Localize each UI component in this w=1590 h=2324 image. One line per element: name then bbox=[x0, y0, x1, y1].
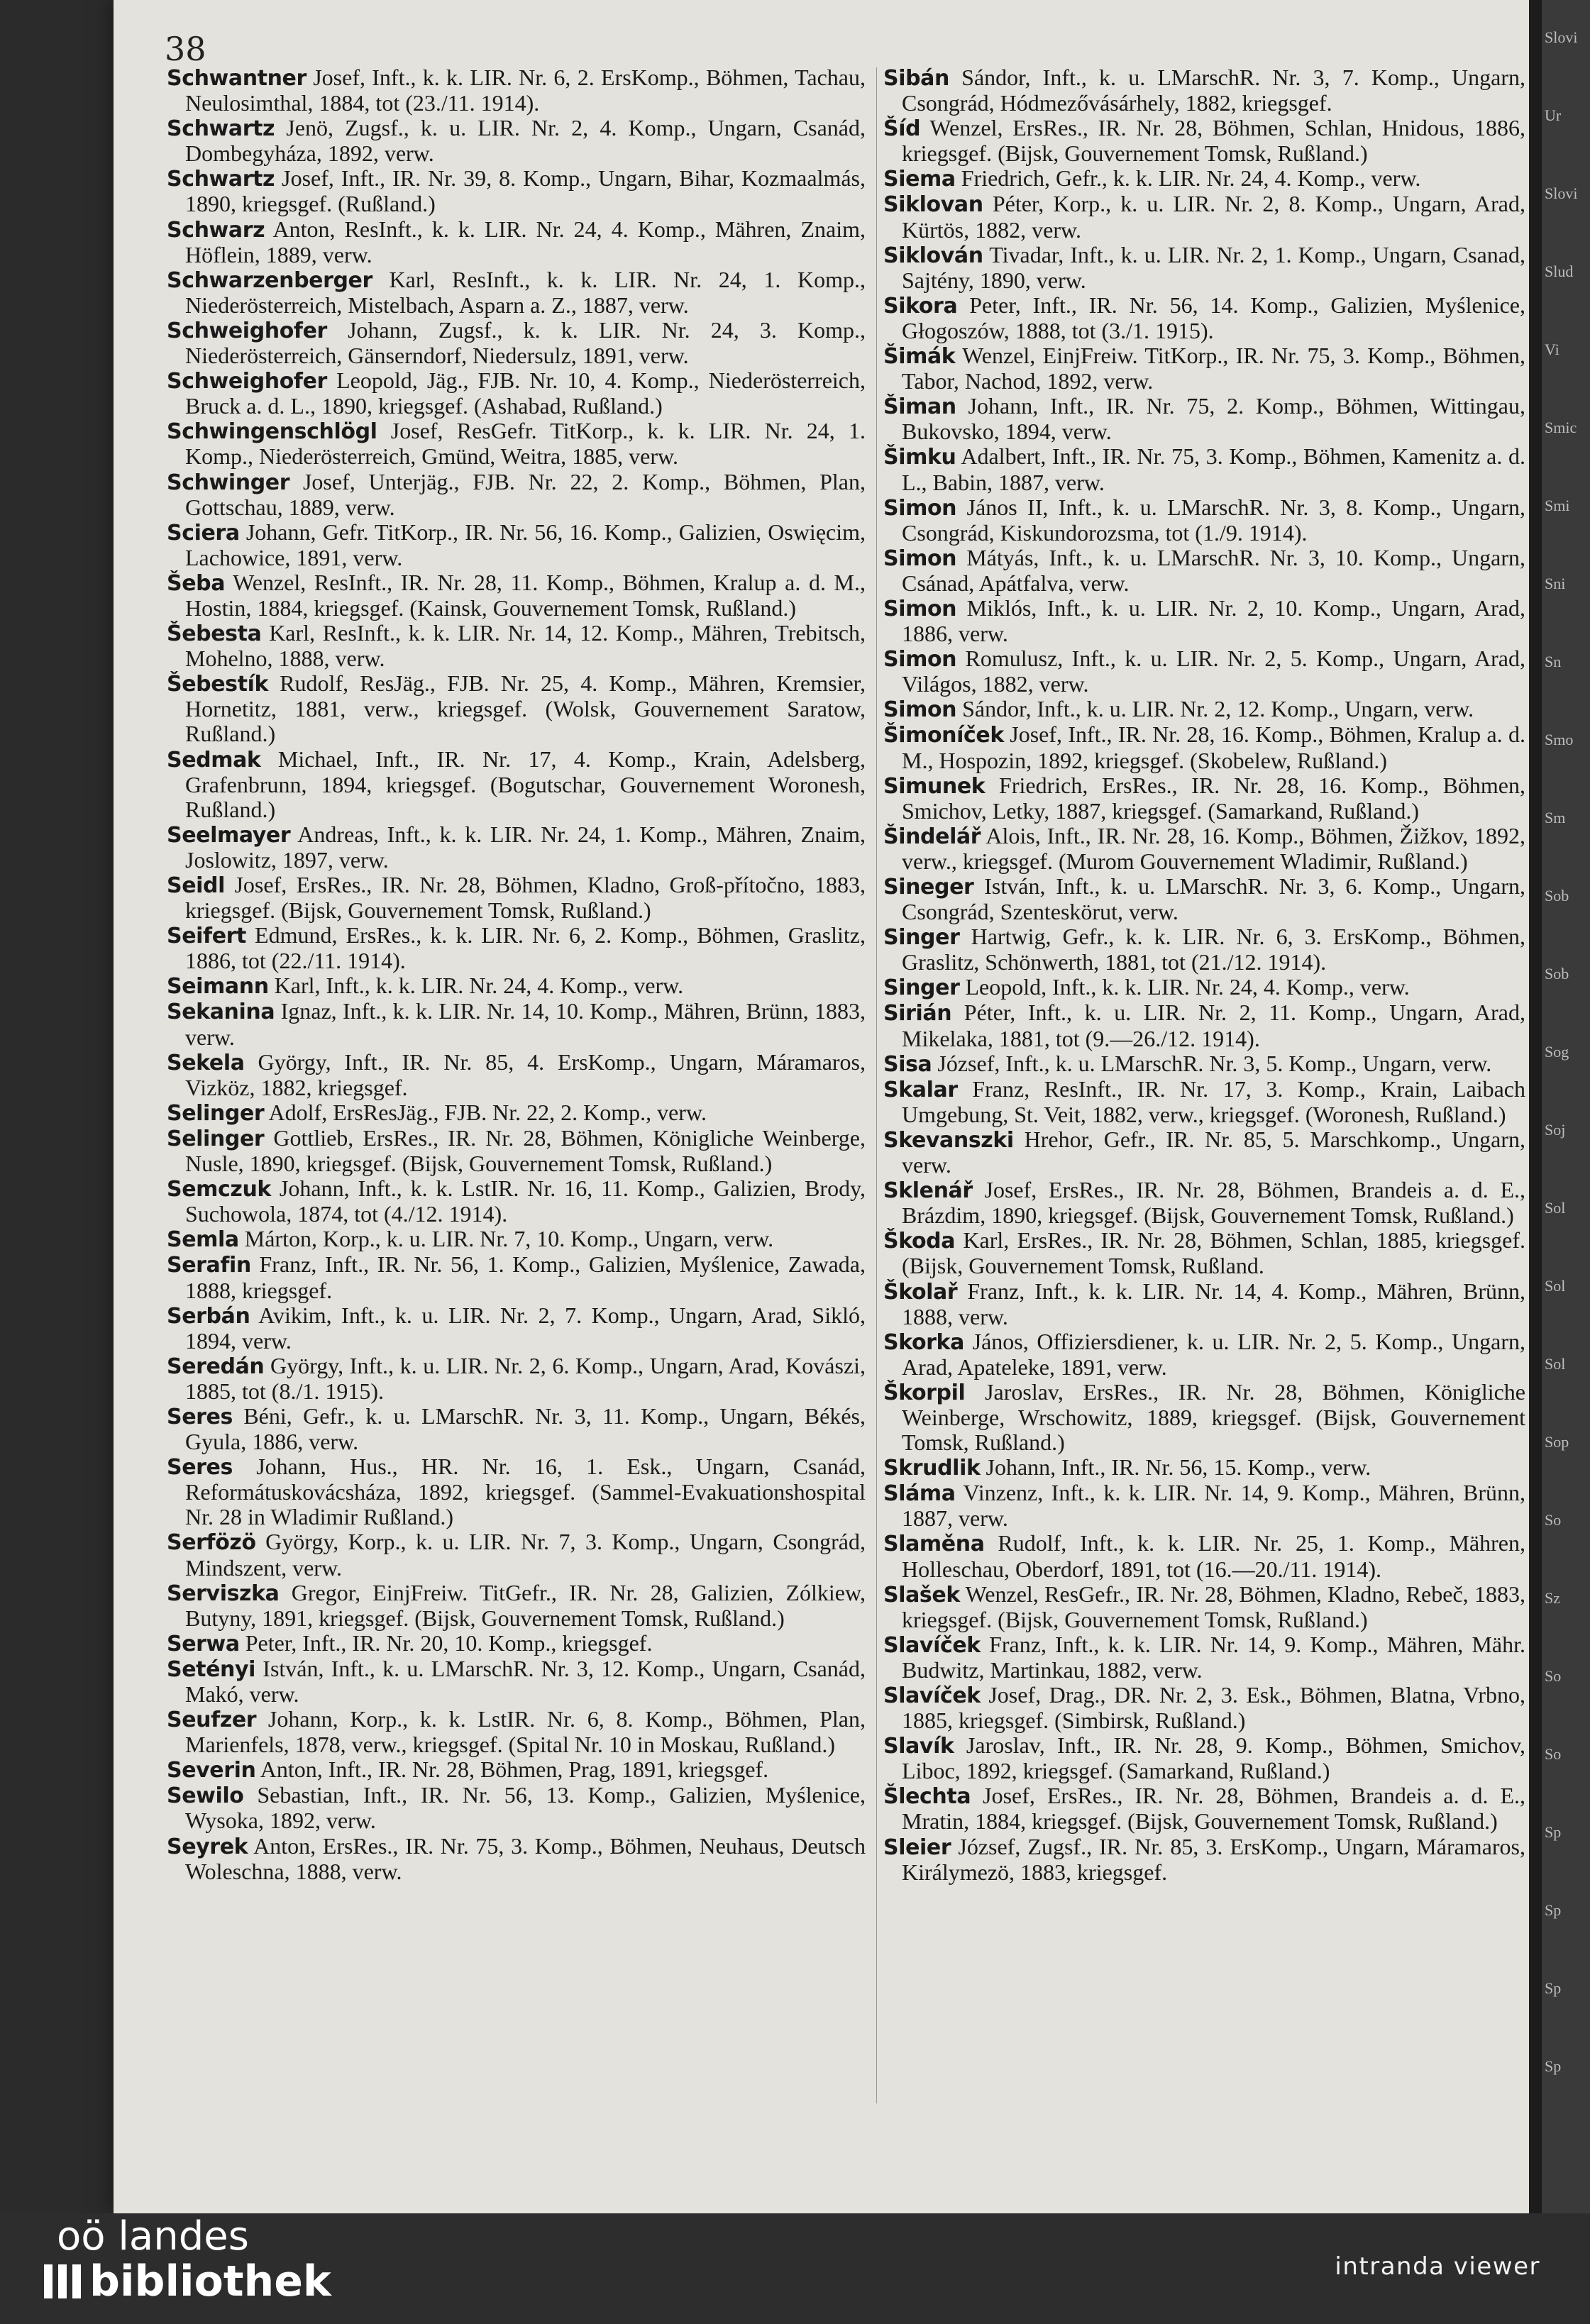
entry-surname: Simon bbox=[883, 697, 957, 723]
next-page-fragment: Ur bbox=[1545, 106, 1562, 124]
register-entry bbox=[167, 520, 866, 570]
entry-surname: Siklovan bbox=[883, 192, 983, 218]
entry-details: István, Inft., k. u. LMarschR. Nr. 3, 6. Komp., Ungarn, Csongrád, Szenteskörut, verw. bbox=[902, 873, 1526, 925]
entry-details: Wenzel, ResInft., IR. Nr. 28, 11. Komp., Böhmen, Kralup a. d. M., Hostin, 1884, kriegsgef. (Kainsk, Gouvernement Tomsk, Rußland.) bbox=[185, 569, 866, 621]
entry-details: Josef, ResGefr. TitKorp., k. k. LIR. Nr. 24, 1. Komp., Niederösterreich, Gmünd, Weitra, 1885, verw. bbox=[185, 418, 866, 470]
entry-surname: Skrudlik bbox=[883, 1456, 981, 1481]
entry-surname: Sláma bbox=[883, 1481, 956, 1507]
register-entry bbox=[167, 1303, 866, 1354]
entry-details: Karl, ErsRes., IR. Nr. 28, Böhmen, Schlan, 1885, kriegsgef. (Bijsk, Gouvernement Tomsk, Rußland. bbox=[902, 1227, 1526, 1279]
page-gutter bbox=[1529, 0, 1542, 2213]
next-page-fragment: Sol bbox=[1545, 1199, 1566, 1217]
entry-details: Michael, Inft., IR. Nr. 17, 4. Komp., Krain, Adelsberg, Grafenbrunn, 1894, kriegsgef. (Bogutschar, Gouvernement Woronesh, Rußland.) bbox=[185, 746, 866, 822]
register-entry bbox=[167, 166, 866, 216]
entry-details: Franz, Inft., IR. Nr. 56, 1. Komp., Galizien, Myślenice, Zawada, 1888, kriegsgef. bbox=[185, 1251, 866, 1303]
next-page-fragment: Sni bbox=[1545, 575, 1566, 592]
entry-details: Franz, Inft., k. k. LIR. Nr. 14, 4. Komp., Mähren, Brünn, 1888, verw. bbox=[902, 1278, 1526, 1329]
entry-surname: Seyrek bbox=[167, 1834, 248, 1859]
entry-details: Rudolf, Inft., k. k. LIR. Nr. 25, 1. Komp., Mähren, Holleschau, Oberdorf, 1891, tot (16.—20./11. 1914). bbox=[902, 1530, 1526, 1582]
register-entry bbox=[883, 1127, 1525, 1178]
entry-surname: Sedmak bbox=[167, 747, 261, 773]
register-entry bbox=[167, 65, 866, 116]
entry-surname: Selinger bbox=[167, 1126, 265, 1151]
register-entry bbox=[883, 1380, 1525, 1455]
right-column bbox=[883, 65, 1525, 1885]
register-entry bbox=[883, 1783, 1525, 1834]
register-entry bbox=[883, 293, 1525, 343]
entry-details: Edmund, ErsRes., k. k. LIR. Nr. 6, 2. Komp., Böhmen, Graslitz, 1886, tot (22./11. 1914). bbox=[185, 922, 866, 974]
entry-details: János II, Inft., k. u. LMarschR. Nr. 3, 8. Komp., Ungarn, Csongrád, Kiskundorozsma, tot (1./9. 1914). bbox=[902, 494, 1526, 546]
entry-details: Ignaz, Inft., k. k. LIR. Nr. 14, 10. Komp., Mähren, Brünn, 1883, verw. bbox=[185, 998, 866, 1050]
entry-details: Rudolf, ResJäg., FJB. Nr. 25, 4. Komp., Mähren, Kremsier, Hornetitz, 1881, verw., kriegsgef. (Wolsk, Gouvernement Saratow, Rußland.) bbox=[185, 670, 866, 747]
column-divider bbox=[876, 67, 877, 2103]
entry-surname: Setényi bbox=[167, 1656, 256, 1682]
register-entry bbox=[167, 923, 866, 973]
next-page-fragment: Smi bbox=[1545, 497, 1570, 514]
register-entry bbox=[167, 1631, 866, 1656]
register-entry bbox=[883, 975, 1525, 1000]
entry-surname: Slavíček bbox=[883, 1683, 981, 1708]
register-entry bbox=[883, 343, 1525, 394]
next-page-fragment: Sob bbox=[1545, 887, 1569, 904]
register-entry bbox=[883, 1455, 1525, 1481]
entry-surname: Schwarzenberger bbox=[167, 267, 372, 293]
entry-details: Johann, Inft., IR. Nr. 56, 15. Komp., verw. bbox=[986, 1454, 1371, 1481]
next-page-fragment: Sp bbox=[1545, 1979, 1562, 1997]
register-entry bbox=[167, 1176, 866, 1227]
entry-surname: Šimoníček bbox=[883, 723, 1004, 748]
register-entry bbox=[883, 1329, 1525, 1380]
entry-surname: Sekela bbox=[167, 1050, 245, 1075]
entry-details: Mátyás, Inft., k. u. LMarschR. Nr. 3, 10. Komp., Ungarn, Csánad, Apátfalva, verw. bbox=[902, 544, 1526, 596]
entry-surname: Šiman bbox=[883, 394, 956, 420]
register-entry bbox=[883, 646, 1525, 697]
register-entry bbox=[883, 722, 1525, 773]
entry-surname: Siema bbox=[883, 167, 956, 192]
entry-details: Péter, Korp., k. u. LIR. Nr. 2, 8. Komp., Ungarn, Arad, Kürtös, 1882, verw. bbox=[902, 191, 1526, 243]
entry-details: Adolf, ErsResJäg., FJB. Nr. 22, 2. Komp., verw. bbox=[268, 1099, 707, 1125]
register-entry bbox=[883, 192, 1525, 242]
entry-details: Wenzel, EinjFreiw. TitKorp., IR. Nr. 75, 3. Komp., Böhmen, Tabor, Nachod, 1892, verw. bbox=[902, 343, 1526, 394]
entry-surname: Seres bbox=[167, 1404, 233, 1429]
logo-line-2 bbox=[44, 2259, 331, 2304]
entry-details: Adalbert, Inft., IR. Nr. 75, 3. Komp., Böhmen, Kamenitz a. d. L., Babin, 1887, verw. bbox=[902, 443, 1526, 495]
entry-details: Josef, ErsRes., IR. Nr. 28, Böhmen, Brandeis a. d. E., Mratin, 1884, kriegsgef. (Bijsk, Gouvernement Tomsk, Rußland.) bbox=[902, 1783, 1526, 1835]
entry-details: Johann, Zugsf., k. k. LIR. Nr. 24, 3. Komp., Niederösterreich, Gänserndorf, Niedersulz, 1891, verw. bbox=[185, 316, 866, 369]
register-entry bbox=[167, 873, 866, 923]
register-entry bbox=[167, 1354, 866, 1404]
next-page-fragment: Sog bbox=[1545, 1043, 1569, 1061]
entry-details: Hrehor, Gefr., IR. Nr. 85, 5. Marschkomp., Ungarn, verw. bbox=[902, 1126, 1526, 1178]
entry-surname: Šíd bbox=[883, 116, 921, 142]
register-entry bbox=[167, 318, 866, 368]
register-entry bbox=[883, 65, 1525, 116]
entry-details: István, Inft., k. u. LMarschR. Nr. 3, 12. Komp., Ungarn, Csanád, Makó, verw. bbox=[185, 1655, 866, 1707]
entry-surname: Skevanszki bbox=[883, 1127, 1014, 1153]
entry-details: Josef, Inft., k. k. LIR. Nr. 6, 2. ErsKomp., Böhmen, Tachau, Neulosimthal, 1884, tot (23./11. 1914). bbox=[185, 65, 866, 116]
entry-surname: Siklován bbox=[883, 243, 983, 268]
register-entry bbox=[883, 773, 1525, 824]
entry-surname: Sirián bbox=[883, 1001, 952, 1027]
next-page-fragment: So bbox=[1545, 1745, 1562, 1763]
logo-bars-icon bbox=[44, 2264, 85, 2298]
entry-details: Gregor, EinjFreiw. TitGefr., IR. Nr. 28, Galizien, Zólkiew, Butyny, 1891, kriegsgef. (Bijsk, Gouvernement Tomsk, Rußland.) bbox=[185, 1579, 866, 1631]
entry-surname: Seelmayer bbox=[167, 822, 291, 848]
register-entry bbox=[167, 1050, 866, 1100]
register-entry bbox=[883, 1481, 1525, 1531]
entry-surname: Škorpil bbox=[883, 1380, 966, 1405]
next-page-fragment: Sol bbox=[1545, 1355, 1566, 1373]
register-entry bbox=[167, 368, 866, 419]
entry-surname: Simon bbox=[883, 647, 957, 673]
entry-surname: Serwa bbox=[167, 1631, 240, 1656]
entry-details: Franz, ResInft., IR. Nr. 17, 3. Komp., Krain, Laibach Umgebung, St. Veit, 1882, verw., kriegsgef. (Woronesh, Rußland.) bbox=[902, 1075, 1526, 1127]
entry-details: Anton, ResInft., k. k. LIR. Nr. 24, 4. Komp., Mähren, Znaim, Höflein, 1889, verw. bbox=[185, 216, 866, 267]
entry-details: János, Offiziersdiener, k. u. LIR. Nr. 2, 5. Komp., Ungarn, Arad, Apateleke, 1891, verw. bbox=[902, 1328, 1526, 1380]
entry-surname: Skorka bbox=[883, 1329, 964, 1355]
register-entry bbox=[883, 1632, 1525, 1683]
next-page-fragment: Sol bbox=[1545, 1277, 1566, 1295]
register-entry bbox=[883, 1835, 1525, 1885]
register-entry bbox=[167, 1252, 866, 1302]
entry-surname: Seidl bbox=[167, 873, 225, 898]
entry-surname: Singer bbox=[883, 975, 960, 1001]
register-entry bbox=[883, 596, 1525, 646]
entry-surname: Slavík bbox=[883, 1734, 954, 1759]
entry-surname: Simon bbox=[883, 495, 957, 521]
register-entry bbox=[167, 116, 866, 166]
next-page-fragment: Sp bbox=[1545, 1901, 1562, 1919]
entry-details: Leopold, Inft., k. k. LIR. Nr. 24, 4. Komp., verw. bbox=[965, 974, 1410, 1000]
entry-surname: Semla bbox=[167, 1227, 239, 1253]
register-entry bbox=[883, 697, 1525, 722]
entry-surname: Sklenář bbox=[883, 1178, 973, 1204]
entry-details: Sándor, Inft., k. u. LIR. Nr. 2, 12. Komp., Ungarn, verw. bbox=[962, 696, 1474, 722]
next-page-fragment: Sn bbox=[1545, 653, 1562, 670]
entry-details: Anton, ErsRes., IR. Nr. 75, 3. Komp., Böhmen, Neuhaus, Deutsch Woleschna, 1888, verw. bbox=[185, 1832, 866, 1884]
entry-surname: Sewilo bbox=[167, 1783, 244, 1809]
register-entry bbox=[167, 1757, 866, 1783]
entry-surname: Šebestík bbox=[167, 672, 269, 697]
next-page-fragment: Sop bbox=[1545, 1433, 1569, 1451]
register-entry bbox=[167, 1126, 866, 1176]
viewer-label[interactable]: intranda viewer bbox=[1335, 2252, 1540, 2281]
entry-surname: Skalar bbox=[883, 1077, 958, 1102]
left-column bbox=[167, 65, 866, 1884]
entry-details: Márton, Korp., k. u. LIR. Nr. 7, 10. Komp., Ungarn, verw. bbox=[244, 1226, 774, 1252]
register-entry bbox=[167, 1783, 866, 1833]
entry-details: Johann, Inft., IR. Nr. 75, 2. Komp., Böhmen, Wittingau, Bukovsko, 1894, verw. bbox=[902, 393, 1526, 445]
library-logo[interactable] bbox=[44, 2215, 331, 2304]
entry-details: Avikim, Inft., k. u. LIR. Nr. 2, 7. Komp., Ungarn, Arad, Sikló, 1894, verw. bbox=[185, 1302, 866, 1354]
entry-details: Johann, Hus., HR. Nr. 16, 1. Esk., Ungarn, Csanád, Reformátuskovácsháza, 1892, kriegsgef. (Sammel-Evakuationshospital Nr. 28 in Wladimir Rußland.) bbox=[185, 1454, 866, 1530]
entry-details: Josef, ErsRes., IR. Nr. 28, Böhmen, Kladno, Groß-přítočno, 1883, kriegsgef. (Bijsk, Gouvernement Tomsk, Rußland.) bbox=[185, 872, 866, 924]
entry-details: György, Inft., IR. Nr. 85, 4. ErsKomp., Ungarn, Máramaros, Vizköz, 1882, kriegsgef. bbox=[185, 1048, 866, 1100]
entry-surname: Sleier bbox=[883, 1835, 951, 1860]
register-entry bbox=[167, 419, 866, 469]
logo-line-2-text: bibliothek bbox=[89, 2257, 331, 2306]
entry-surname: Semczuk bbox=[167, 1177, 271, 1202]
next-page-fragment: Slud bbox=[1545, 262, 1574, 280]
entry-details: György, Inft., k. u. LIR. Nr. 2, 6. Komp., Ungarn, Arad, Kovászi, 1885, tot (8./1. 1915). bbox=[185, 1352, 866, 1404]
entry-surname: Schwartz bbox=[167, 116, 275, 142]
register-entry bbox=[883, 243, 1525, 293]
register-entry bbox=[883, 1077, 1525, 1127]
entry-surname: Sineger bbox=[883, 875, 974, 900]
register-entry bbox=[167, 1100, 866, 1126]
register-entry bbox=[167, 1581, 866, 1631]
entry-details: Gottlieb, ErsRes., IR. Nr. 28, Böhmen, Königliche Weinberge, Nusle, 1890, kriegsgef. (Bijsk, Gouvernement Tomsk, Rußland.) bbox=[185, 1124, 866, 1177]
register-entry bbox=[883, 546, 1525, 596]
scanned-page bbox=[114, 0, 1529, 2213]
register-entry bbox=[883, 394, 1525, 444]
register-entry bbox=[883, 1582, 1525, 1632]
register-entry bbox=[167, 217, 866, 267]
next-page-fragment: Vi bbox=[1545, 341, 1559, 358]
entry-details: Franz, Inft., k. k. LIR. Nr. 14, 9. Komp., Mähren, Mähr. Budwitz, Martinkau, 1882, verw. bbox=[902, 1631, 1526, 1683]
entry-surname: Schwingenschlögl bbox=[167, 419, 377, 445]
entry-surname: Selinger bbox=[167, 1100, 265, 1126]
entry-surname: Schweighofer bbox=[167, 369, 327, 394]
entry-surname: Serafin bbox=[167, 1253, 251, 1278]
entry-surname: Seredán bbox=[167, 1354, 265, 1379]
register-entry bbox=[167, 470, 866, 520]
register-entry bbox=[883, 924, 1525, 975]
entry-surname: Serfözö bbox=[167, 1530, 256, 1556]
entry-details: Anton, Inft., IR. Nr. 28, Böhmen, Prag, 1891, kriegsgef. bbox=[260, 1756, 769, 1783]
entry-surname: Seimann bbox=[167, 974, 269, 1000]
entry-surname: Šebesta bbox=[167, 621, 262, 647]
next-page-fragment: So bbox=[1545, 1667, 1562, 1685]
entry-details: Friedrich, Gefr., k. k. LIR. Nr. 24, 4. Komp., verw. bbox=[961, 165, 1421, 192]
entry-details: Miklós, Inft., k. u. LIR. Nr. 2, 10. Komp., Ungarn, Arad, 1886, verw. bbox=[902, 594, 1526, 647]
register-entry bbox=[167, 747, 866, 822]
entry-surname: Šimku bbox=[883, 445, 956, 470]
entry-details: Alois, Inft., IR. Nr. 28, 16. Komp., Böhmen, Žižkov, 1892, verw., kriegsgef. (Murom Gouvernement Wladimir, Rußland.) bbox=[902, 822, 1526, 874]
register-entry bbox=[167, 1529, 866, 1580]
entry-surname: Seres bbox=[167, 1455, 233, 1481]
entry-details: Sándor, Inft., k. u. LMarschR. Nr. 3, 7. Komp., Ungarn, Csongrád, Hódmezővásárhely, 1882, kriegsgef. bbox=[902, 65, 1526, 116]
entry-surname: Sibán bbox=[883, 66, 949, 91]
register-entry bbox=[883, 495, 1525, 546]
entry-surname: Simon bbox=[883, 596, 957, 621]
entry-surname: Severin bbox=[167, 1758, 256, 1783]
entry-details: Romulusz, Inft., k. u. LIR. Nr. 2, 5. Komp., Ungarn, Arad, Világos, 1882, verw. bbox=[902, 646, 1526, 697]
entry-details: Josef, ErsRes., IR. Nr. 28, Böhmen, Brandeis a. d. E., Brázdim, 1890, kriegsgef. (Bijsk, Gouvernement Tomsk, Rußland.) bbox=[902, 1177, 1526, 1229]
next-page-fragment: Sp bbox=[1545, 2057, 1562, 2075]
entry-details: József, Inft., k. u. LMarschR. Nr. 3, 5. Komp., Ungarn, verw. bbox=[937, 1050, 1492, 1076]
entry-details: Josef, Inft., IR. Nr. 28, 16. Komp., Böhmen, Kralup a. d. M., Hospozin, 1892, kriegsgef. (Skobelew, Rußland.) bbox=[902, 721, 1526, 773]
entry-details: Wenzel, ResGefr., IR. Nr. 28, Böhmen, Kladno, Rebeč, 1883, kriegsgef. (Bijsk, Gouvernement Tomsk, Rußland.) bbox=[902, 1581, 1525, 1632]
entry-details: Jenö, Zugsf., k. u. LIR. Nr. 2, 4. Komp., Ungarn, Csanád, Dombegyháza, 1892, verw. bbox=[185, 115, 866, 167]
register-entry bbox=[883, 116, 1525, 166]
register-entry bbox=[883, 874, 1525, 924]
register-entry bbox=[883, 1000, 1525, 1051]
entry-surname: Sciera bbox=[167, 520, 240, 546]
register-entry bbox=[883, 1178, 1525, 1228]
next-page-fragment: Soj bbox=[1545, 1121, 1566, 1139]
entry-surname: Seifert bbox=[167, 924, 246, 949]
entry-surname: Schwantner bbox=[167, 66, 307, 91]
register-entry bbox=[883, 1279, 1525, 1329]
register-entry bbox=[167, 999, 866, 1049]
entry-details: Josef, Drag., DR. Nr. 2, 3. Esk., Böhmen, Blatna, Vrbno, 1885, kriegsgef. (Simbirsk, Rußland.) bbox=[902, 1682, 1526, 1734]
entry-surname: Sikora bbox=[883, 293, 958, 319]
register-entry bbox=[167, 1834, 866, 1884]
entry-surname: Simunek bbox=[883, 773, 986, 799]
entry-details: Sebastian, Inft., IR. Nr. 56, 13. Komp., Galizien, Myślenice, Wysoka, 1892, verw. bbox=[185, 1782, 866, 1834]
entry-details: Josef, Inft., IR. Nr. 39, 8. Komp., Ungarn, Bihar, Kozmaalmás, 1890, kriegsgef. (Rußland.) bbox=[185, 165, 866, 217]
logo-line-1: oö landes bbox=[57, 2213, 249, 2259]
register-entry bbox=[883, 824, 1525, 874]
entry-surname: Šeba bbox=[167, 570, 226, 596]
entry-details: Karl, ResInft., k. k. LIR. Nr. 14, 12. Komp., Mähren, Trebitsch, Mohelno, 1888, verw. bbox=[185, 620, 866, 672]
entry-details: Peter, Inft., IR. Nr. 56, 14. Komp., Galizien, Myślenice, Głogoszów, 1888, tot (3./1. 1915). bbox=[902, 292, 1526, 343]
next-page-fragment: Sm bbox=[1545, 809, 1566, 826]
entry-details: Peter, Inft., IR. Nr. 20, 10. Komp., kriegsgef. bbox=[245, 1629, 653, 1656]
entry-surname: Školař bbox=[883, 1279, 958, 1305]
next-page-edge bbox=[1529, 0, 1590, 2213]
entry-surname: Šindelář bbox=[883, 824, 981, 849]
entry-surname: Seufzer bbox=[167, 1708, 257, 1733]
entry-details: Jaroslav, Inft., IR. Nr. 28, 9. Komp., Böhmen, Smichov, Liboc, 1892, kriegsgef. (Samarkand, Rußland.) bbox=[902, 1732, 1526, 1784]
register-entry bbox=[167, 570, 866, 621]
register-entry bbox=[167, 1227, 866, 1252]
register-entry bbox=[167, 822, 866, 873]
register-entry bbox=[883, 1683, 1525, 1733]
entry-surname: Schwartz bbox=[167, 167, 275, 192]
entry-details: Jaroslav, ErsRes., IR. Nr. 28, Böhmen, Königliche Weinberge, Wrschowitz, 1889, kriegsgef. (Bijsk, Gouvernement Tomsk, Rußland.) bbox=[902, 1378, 1526, 1456]
entry-surname: Škoda bbox=[883, 1229, 956, 1254]
entry-surname: Slavíček bbox=[883, 1632, 981, 1658]
next-page-fragment: Smo bbox=[1545, 731, 1574, 748]
register-entry bbox=[167, 267, 866, 318]
entry-surname: Šlechta bbox=[883, 1784, 971, 1810]
entry-surname: Singer bbox=[883, 925, 960, 951]
register-entry bbox=[883, 166, 1525, 192]
entry-surname: Slaměna bbox=[883, 1532, 985, 1557]
next-page-fragment: Slovi bbox=[1545, 28, 1578, 46]
entry-surname: Schwinger bbox=[167, 470, 290, 495]
entry-details: Johann, Korp., k. k. LstIR. Nr. 6, 8. Komp., Böhmen, Plan, Marienfels, 1878, verw., kriegsgef. (Spital Nr. 10 in Moskau, Rußland.) bbox=[185, 1706, 866, 1758]
entry-surname: Simon bbox=[883, 546, 957, 571]
register-entry bbox=[883, 1051, 1525, 1077]
register-entry bbox=[883, 1228, 1525, 1278]
next-page-fragment: So bbox=[1545, 1511, 1562, 1529]
entry-surname: Serbán bbox=[167, 1303, 250, 1329]
entry-details: Josef, Unterjäg., FJB. Nr. 22, 2. Komp., Böhmen, Plan, Gottschau, 1889, verw. bbox=[185, 468, 866, 520]
entry-details: Andreas, Inft., k. k. LIR. Nr. 24, 1. Komp., Mähren, Znaim, Joslowitz, 1897, verw. bbox=[185, 821, 866, 873]
entry-details: Péter, Inft., k. u. LIR. Nr. 2, 11. Komp., Ungarn, Arad, Mikelaka, 1881, tot (9.—26./12. 1914). bbox=[902, 1000, 1526, 1051]
entry-surname: Schwarz bbox=[167, 217, 265, 243]
entry-details: Leopold, Jäg., FJB. Nr. 10, 4. Komp., Niederösterreich, Bruck a. d. L., 1890, kriegsgef. (Ashabad, Rußland.) bbox=[185, 367, 866, 419]
entry-details: Friedrich, ErsRes., IR. Nr. 28, 16. Komp., Böhmen, Smichov, Letky, 1887, kriegsgef. (Samarkand, Rußland.) bbox=[902, 772, 1526, 824]
entry-details: Béni, Gefr., k. u. LMarschR. Nr. 3, 11. Komp., Ungarn, Békés, Gyula, 1886, verw. bbox=[185, 1402, 866, 1455]
register-entry bbox=[167, 1454, 866, 1529]
page-number: 38 bbox=[165, 30, 206, 68]
register-entry bbox=[167, 973, 866, 999]
next-page-fragment: Sp bbox=[1545, 1823, 1562, 1841]
entry-surname: Slašek bbox=[883, 1582, 960, 1608]
entry-details: Hartwig, Gefr., k. k. LIR. Nr. 6, 3. ErsKomp., Böhmen, Graslitz, Schönwerth, 1881, tot (21./12. 1914). bbox=[902, 924, 1526, 975]
entry-surname: Sekanina bbox=[167, 1000, 275, 1025]
register-entry bbox=[883, 444, 1525, 494]
next-page-fragment: Slovi bbox=[1545, 184, 1578, 202]
next-page-fragment: Smic bbox=[1545, 419, 1577, 436]
register-entry bbox=[167, 1656, 866, 1707]
register-entry bbox=[167, 671, 866, 746]
entry-details: Wenzel, ErsRes., IR. Nr. 28, Böhmen, Schlan, Hnidous, 1886, kriegsgef. (Bijsk, Gouvernement Tomsk, Rußland.) bbox=[902, 115, 1526, 167]
entry-surname: Serviszka bbox=[167, 1581, 280, 1606]
next-page-fragment: Sz bbox=[1545, 1589, 1560, 1607]
entry-surname: Sisa bbox=[883, 1051, 932, 1077]
entry-details: György, Korp., k. u. LIR. Nr. 7, 3. Komp., Ungarn, Csongrád, Mindszent, verw. bbox=[185, 1529, 866, 1581]
entry-details: József, Zugsf., IR. Nr. 85, 3. ErsKomp., Ungarn, Máramaros, Királymezö, 1883, kriegsgef. bbox=[902, 1833, 1526, 1885]
register-entry bbox=[883, 1531, 1525, 1581]
register-entry bbox=[167, 1404, 866, 1454]
entry-details: Johann, Gefr. TitKorp., IR. Nr. 56, 16. Komp., Galizien, Oswięcim, Lachowice, 1891, verw. bbox=[185, 519, 866, 570]
register-entry bbox=[167, 1707, 866, 1757]
entry-details: Johann, Inft., k. k. LstIR. Nr. 16, 11. Komp., Galizien, Brody, Suchowola, 1874, tot (4./12. 1914). bbox=[185, 1175, 866, 1227]
entry-surname: Šimák bbox=[883, 344, 956, 370]
register-entry bbox=[167, 621, 866, 671]
register-entry bbox=[883, 1733, 1525, 1783]
entry-details: Tivadar, Inft., k. u. LIR. Nr. 2, 1. Komp., Ungarn, Csanad, Sajtény, 1890, verw. bbox=[902, 241, 1525, 293]
next-page-fragment: Sob bbox=[1545, 965, 1569, 983]
entry-details: Vinzenz, Inft., k. k. LIR. Nr. 14, 9. Komp., Mähren, Brünn, 1887, verw. bbox=[902, 1480, 1525, 1532]
entry-details: Karl, ResInft., k. k. LIR. Nr. 24, 1. Komp., Niederösterreich, Mistelbach, Asparn a. Z., 1887, verw. bbox=[185, 266, 866, 318]
entry-details: Karl, Inft., k. k. LIR. Nr. 24, 4. Komp., verw. bbox=[274, 973, 684, 999]
entry-surname: Schweighofer bbox=[167, 318, 327, 343]
